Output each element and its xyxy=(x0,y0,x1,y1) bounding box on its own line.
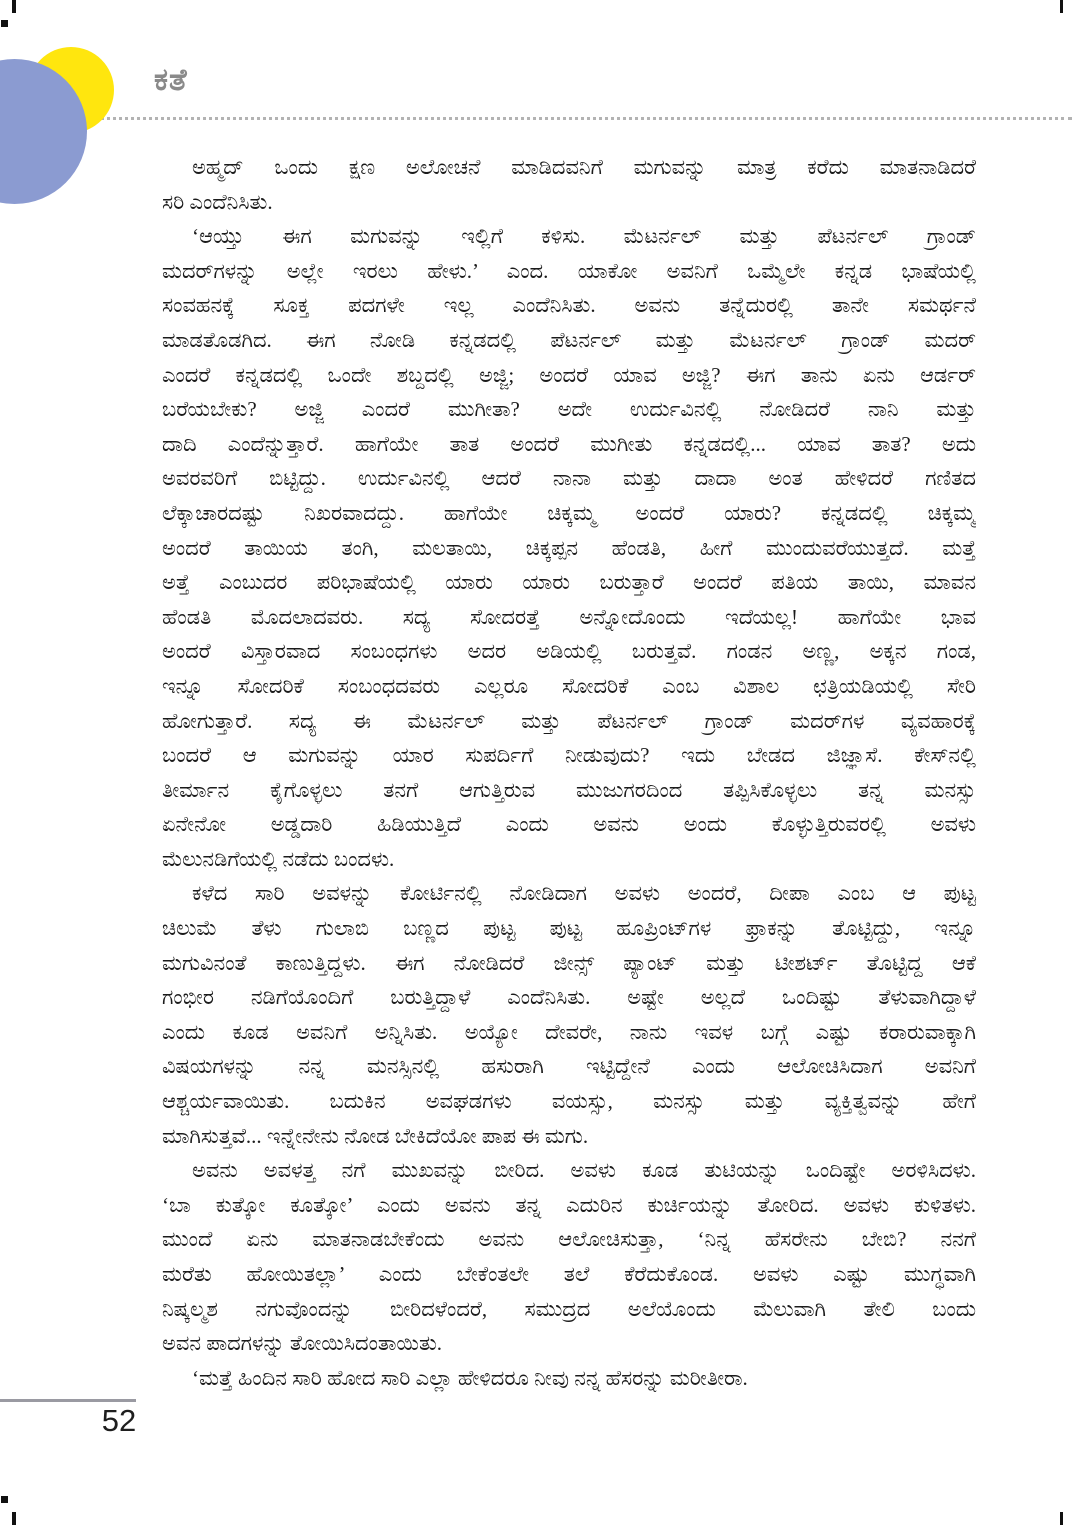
text-line: ಕಳೆದ ಸಾರಿ ಅವಳನ್ನು ಕೋರ್ಟಿನಲ್ಲಿ ನೋಡಿದಾಗ ಅವಳು ಅಂದರೆ, ದೀಪಾ ಎಂಬ ಆ ಪುಟ್ಟ xyxy=(192,881,976,906)
footer-rule xyxy=(0,1399,136,1402)
text-line: ಎಂದರೆ ಕನ್ನಡದಲ್ಲಿ ಒಂದೇ ಶಬ್ದದಲ್ಲಿ ಅಜ್ಜಿ; ಅಂದರೆ ಯಾವ ಅಜ್ಜಿ? ಈಗ ತಾನು ಏನು ಆರ್ಡರ್ xyxy=(162,362,976,387)
text-line: ತೀರ್ಮಾನ ಕೈಗೊಳ್ಳಲು ತನಗೆ ಆಗುತ್ತಿರುವ ಮುಜುಗರದಿಂದ ತಪ್ಪಿಸಿಕೊಳ್ಳಲು ತನ್ನ ಮನಸ್ಸು xyxy=(162,777,976,802)
text-line: ಸಂವಹನಕ್ಕೆ ಸೂಕ್ತ ಪದಗಳೇ ಇಲ್ಲ ಎಂದೆನಿಸಿತು. ಅವನು ತನ್ನೆದುರಲ್ಲಿ ತಾನೇ ಸಮರ್ಥನೆ xyxy=(162,293,976,318)
text-line: ಮದರ್‌ಗಳನ್ನು ಅಲ್ಲೇ ಇರಲು ಹೇಳು.’ ಎಂದ. ಯಾಕೋ ಅವನಿಗೆ ಒಮ್ಮೆಲೇ ಕನ್ನಡ ಭಾಷೆಯಲ್ಲಿ xyxy=(162,258,976,283)
text-line: ಅಂದರೆ ತಾಯಿಯ ತಂಗಿ, ಮಲತಾಯಿ, ಚಿಕ್ಕಪ್ಪನ ಹೆಂಡತಿ, ಹೀಗೆ ಮುಂದುವರೆಯುತ್ತದೆ. ಮತ್ತೆ xyxy=(162,535,976,560)
crop-mark-top-right xyxy=(1060,0,1063,13)
text-line: ಮರೆತು ಹೋಯಿತಲ್ಲಾ’ ಎಂದು ಬೇಕೆಂತಲೇ ತಲೆ ಕೆರೆದುಕೊಂಡ. ಅವಳು ಎಷ್ಟು ಮುಗ್ಧವಾಗಿ xyxy=(162,1262,976,1286)
text-line: ಅವನ ಪಾದಗಳನ್ನು ತೋಯಿಸಿದಂತಾಯಿತು. xyxy=(162,1331,443,1356)
text-line: ಅವನು ಅವಳತ್ತ ನಗೆ ಮುಖವನ್ನು ಬೀರಿದ. ಅವಳು ಕೂಡ ತುಟಿಯನ್ನು ಒಂದಿಷ್ಟೇ ಅರಳಿಸಿದಳು. xyxy=(192,1158,976,1183)
text-line: ಮಗುವಿನಂತೆ ಕಾಣುತ್ತಿದ್ದಳು. ಈಗ ನೋಡಿದರೆ ಜೀನ್ಸ್ ಪ್ಯಾಂಟ್ ಮತ್ತು ಟೀಶರ್ಟ್ ತೊಟ್ಟಿದ್ದ ಆಕೆ xyxy=(162,950,976,975)
text-line: ಎಂದು ಕೂಡ ಅವನಿಗೆ ಅನ್ನಿಸಿತು. ಅಯ್ಯೋ ದೇವರೇ, ನಾನು ಇವಳ ಬಗ್ಗೆ ಎಷ್ಟು ಕರಾರುವಾಕ್ಕಾಗಿ xyxy=(162,1019,976,1044)
text-line: ‘ಆಯ್ತು ಈಗ ಮಗುವನ್ನು ಇಲ್ಲಿಗೆ ಕಳಿಸು. ಮೆಟರ್ನಲ್ ಮತ್ತು ಪೆಟರ್ನಲ್ ಗ್ರಾಂಡ್ xyxy=(192,224,976,249)
crop-mark-left-square xyxy=(1,20,8,27)
text-line: ಹೆಂಡತಿ ಮೊದಲಾದವರು. ಸದ್ಯ ಸೋದರತ್ತೆ ಅನ್ನೋದೊಂದು ಇದೆಯಲ್ಲ! ಹಾಗೆಯೇ ಭಾವ xyxy=(162,604,976,629)
text-line: ಚಿಲುಮೆ ತೆಳು ಗುಲಾಬಿ ಬಣ್ಣದ ಪುಟ್ಟ ಪುಟ್ಟ ಹೂಪ್ರಿಂಟ್‌ಗಳ ಫ್ರಾಕನ್ನು ತೊಟ್ಟಿದ್ದು, ಇನ್ನೂ xyxy=(162,916,976,941)
text-line: ಮುಂದೆ ಏನು ಮಾತನಾಡಬೇಕೆಂದು ಅವನು ಆಲೋಚಿಸುತ್ತಾ, ‘ನಿನ್ನ ಹೆಸರೇನು ಬೇಬಿ? ನನಗೆ xyxy=(162,1227,976,1252)
crop-mark-bottom-left-square xyxy=(1,1496,8,1503)
text-line: ಆಶ್ಚರ್ಯವಾಯಿತು. ಬದುಕಿನ ಅವಘಡಗಳು ವಯಸ್ಸು, ಮನಸ್ಸು ಮತ್ತು ವ್ಯಕ್ತಿತ್ವವನ್ನು ಹೇಗೆ xyxy=(162,1089,976,1114)
text-line: ಅಂದರೆ ವಿಸ್ತಾರವಾದ ಸಂಬಂಧಗಳು ಅದರ ಅಡಿಯಲ್ಲಿ ಬರುತ್ತವೆ. ಗಂಡನ ಅಣ್ಣ, ಅಕ್ಕನ ಗಂಡ, xyxy=(162,639,976,664)
story-text-block xyxy=(162,150,976,1395)
page-number: 52 xyxy=(101,1403,137,1438)
text-line: ಗಂಭೀರ ನಡಿಗೆಯೊಂದಿಗೆ ಬರುತ್ತಿದ್ದಾಳೆ ಎಂದೆನಿಸಿತು. ಅಷ್ಟೇ ಅಲ್ಲದೆ ಒಂದಿಷ್ಟು ತೆಳುವಾಗಿದ್ದಾಳೆ xyxy=(162,985,976,1010)
header-dotted-rule xyxy=(100,117,1072,120)
text-line: ‘ಬಾ ಕುತ್ಕೋ ಕೂತ್ಕೋ’ ಎಂದು ಅವನು ತನ್ನ ಎದುರಿನ ಕುರ್ಚಿಯನ್ನು ತೋರಿದ. ಅವಳು ಕುಳಿತಳು. xyxy=(162,1192,976,1217)
text-line: ಇನ್ನೂ ಸೋದರಿಕೆ ಸಂಬಂಧದವರು ಎಲ್ಲರೂ ಸೋದರಿಕೆ ಎಂಬ ವಿಶಾಲ ಛತ್ರಿಯಡಿಯಲ್ಲಿ ಸೇರಿ xyxy=(162,673,976,698)
text-line: ‘ಮತ್ತೆ ಹಿಂದಿನ ಸಾರಿ ಹೋದ ಸಾರಿ ಎಲ್ಲಾ ಹೇಳಿದರೂ ನೀವು ನನ್ನ ಹೆಸರನ್ನು ಮರೀತೀರಾ. xyxy=(192,1365,748,1390)
text-line: ಹೋಗುತ್ತಾರೆ. ಸದ್ಯ ಈ ಮೆಟರ್ನಲ್ ಮತ್ತು ಪೆಟರ್ನಲ್ ಗ್ರಾಂಡ್ ಮದರ್‌ಗಳ ವ್ಯವಹಾರಕ್ಕೆ xyxy=(162,708,976,733)
text-line: ಅತ್ತೆ ಎಂಬುದರ ಪರಿಭಾಷೆಯಲ್ಲಿ ಯಾರು ಯಾರು ಬರುತ್ತಾರೆ ಅಂದರೆ ಪತಿಯ ತಾಯಿ, ಮಾವನ xyxy=(162,570,976,595)
crop-mark-top-left xyxy=(12,0,16,13)
text-line: ಮಾಗಿಸುತ್ತವೆ... ಇನ್ನೇನೇನು ನೋಡ ಬೇಕಿದೆಯೋ ಪಾಪ ಈ ಮಗು. xyxy=(162,1123,589,1148)
text-line: ಬರೆಯಬೇಕು? ಅಜ್ಜಿ ಎಂದರೆ ಮುಗೀತಾ? ಅದೇ ಉರ್ದುವಿನಲ್ಲಿ ನೋಡಿದರೆ ನಾನಿ ಮತ್ತು xyxy=(162,397,976,422)
section-title: ಕತೆ xyxy=(154,62,188,97)
crop-mark-bottom-left xyxy=(12,1512,16,1525)
text-line: ನಿಷ್ಕಲ್ಮಶ ನಗುವೊಂದನ್ನು ಬೀರಿದಳೆಂದರೆ, ಸಮುದ್ರದ ಅಲೆಯೊಂದು ಮೆಲುವಾಗಿ ತೇಲಿ ಬಂದು xyxy=(162,1296,976,1321)
text-line: ದಾದಿ ಎಂದೆನ್ನುತ್ತಾರೆ. ಹಾಗೆಯೇ ತಾತ ಅಂದರೆ ಮುಗೀತು ಕನ್ನಡದಲ್ಲಿ... ಯಾವ ತಾತ? ಅದು xyxy=(162,431,976,456)
crop-mark-bottom-right xyxy=(1060,1512,1063,1525)
text-line: ಏನೇನೋ ಅಡ್ಡದಾರಿ ಹಿಡಿಯುತ್ತಿದೆ ಎಂದು ಅವನು ಅಂದು ಕೊಳ್ಳುತ್ತಿರುವರಲ್ಲಿ ಅವಳು xyxy=(162,812,976,837)
text-line: ಮಾಡತೊಡಗಿದ. ಈಗ ನೋಡಿ ಕನ್ನಡದಲ್ಲಿ ಪೆಟರ್ನಲ್ ಮತ್ತು ಮೆಟರ್ನಲ್ ಗ್ರಾಂಡ್ ಮದರ್ xyxy=(162,327,976,352)
text-line: ಮೆಲುನಡಿಗೆಯಲ್ಲಿ ನಡೆದು ಬಂದಳು. xyxy=(162,846,395,871)
text-line: ಬಂದರೆ ಆ ಮಗುವನ್ನು ಯಾರ ಸುಪರ್ದಿಗೆ ನೀಡುವುದು? ಇದು ಬೇಡದ ಜಿಜ್ಞಾಸೆ. ಕೇಸ್‌ನಲ್ಲಿ xyxy=(162,743,976,768)
text-line: ಅಹ್ಮದ್ ಒಂದು ಕ್ಷಣ ಅಲೋಚನೆ ಮಾಡಿದವನಿಗೆ ಮಗುವನ್ನು ಮಾತ್ರ ಕರೆದು ಮಾತನಾಡಿದರೆ xyxy=(192,155,976,179)
text-line: ಸರಿ ಎಂದೆನಿಸಿತು. xyxy=(162,189,273,214)
text-line: ಅವರವರಿಗೆ ಬಿಟ್ಟಿದ್ದು. ಉರ್ದುವಿನಲ್ಲಿ ಆದರೆ ನಾನಾ ಮತ್ತು ದಾದಾ ಅಂತ ಹೇಳಿದರೆ ಗಣಿತದ xyxy=(162,466,976,491)
text-line: ವಿಷಯಗಳನ್ನು ನನ್ನ ಮನಸ್ಸಿನಲ್ಲಿ ಹಸುರಾಗಿ ಇಟ್ಟಿದ್ದೇನೆ ಎಂದು ಆಲೋಚಿಸಿದಾಗ ಅವನಿಗೆ xyxy=(162,1054,976,1079)
text-line: ಲೆಕ್ಕಾಚಾರದಷ್ಟು ನಿಖರವಾದದ್ದು. ಹಾಗೆಯೇ ಚಿಕ್ಕಮ್ಮ ಅಂದರೆ ಯಾರು? ಕನ್ನಡದಲ್ಲಿ ಚಿಕ್ಕಮ್ಮ xyxy=(162,500,976,525)
